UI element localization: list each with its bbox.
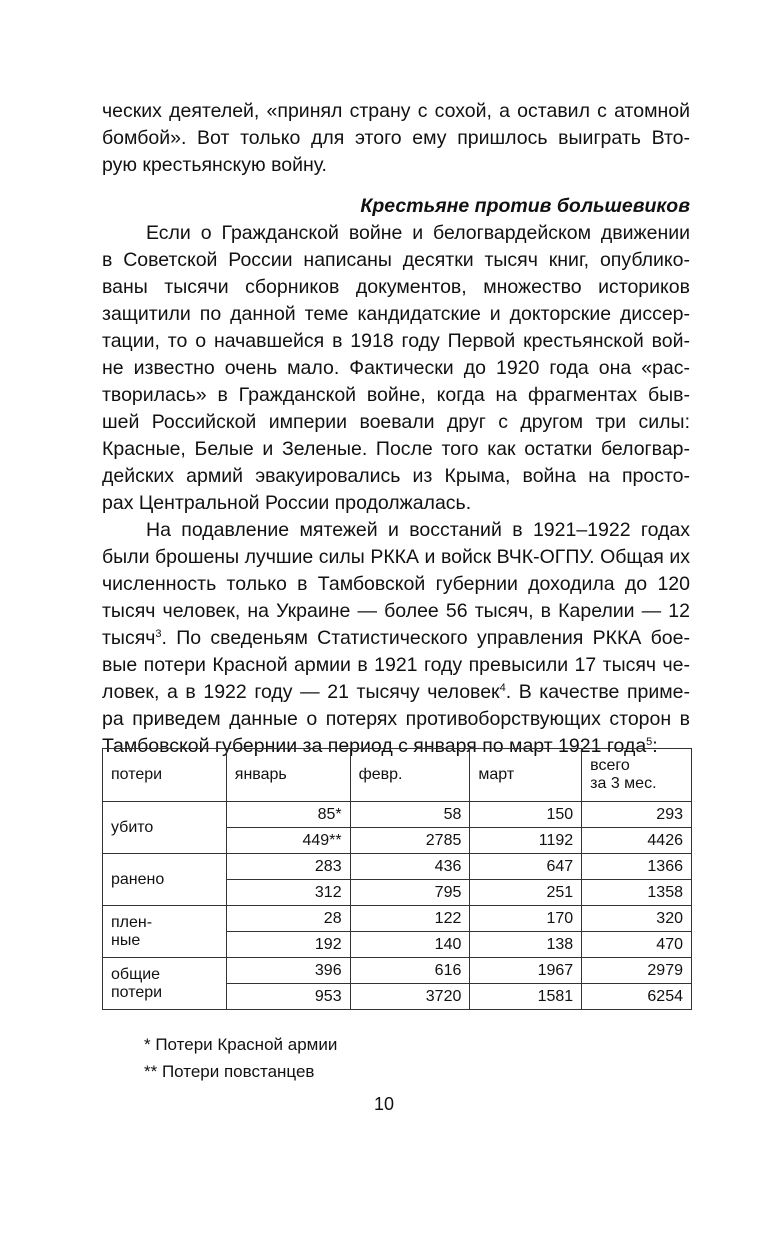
table-cell: 312 bbox=[226, 880, 350, 906]
text-line bbox=[102, 679, 690, 706]
page-number: 10 bbox=[373, 1094, 395, 1114]
row-label bbox=[103, 958, 227, 1010]
note-red-army: * Потери Красной армии bbox=[144, 1035, 338, 1054]
text-line: в Советской России написаны десятки тысяч книг, опублико- bbox=[102, 249, 690, 271]
table-cell: 122 bbox=[350, 906, 470, 932]
header-cell: январь bbox=[226, 749, 350, 802]
table-cell: 449** bbox=[226, 828, 350, 854]
table-row bbox=[103, 958, 692, 984]
text-line: тысяч человек, на Украине — более 56 тысяч, в Карелии — 12 bbox=[102, 600, 690, 622]
table-cell: 470 bbox=[582, 932, 692, 958]
text-line: были брошены лучшие силы РККА и войск ВЧК-ОГПУ. Общая их bbox=[102, 546, 690, 568]
text-line: не известно очень мало. Фактически до 1920 года она «рас- bbox=[102, 357, 690, 379]
page-text bbox=[102, 98, 690, 760]
losses-table bbox=[102, 748, 692, 1010]
table-cell: 58 bbox=[350, 802, 470, 828]
text-line: вые потери Красной армии в 1921 году превысили 17 тысяч че- bbox=[102, 654, 690, 676]
text-span: . По сведеньям Статистического управления РККА бое- bbox=[161, 627, 690, 649]
text-span: . В качестве приме- bbox=[505, 681, 690, 703]
footnote-ref[interactable]: 3 bbox=[155, 628, 162, 640]
text-span: ловек, а в 1922 году — 21 тысячу человек bbox=[102, 681, 500, 703]
header-total-line: за 3 мес. bbox=[590, 775, 657, 792]
header-cell: февр. bbox=[350, 749, 470, 802]
row-label: ранено bbox=[103, 854, 227, 906]
text-line: шей Российской империи воевали друг с другом три силы: bbox=[102, 411, 690, 433]
text-line bbox=[102, 625, 690, 652]
table-cell: 6254 bbox=[582, 984, 692, 1010]
text-line: ваны тысячи сборников документов, множество историков bbox=[102, 276, 690, 298]
row-label bbox=[103, 906, 227, 958]
table-row bbox=[103, 906, 692, 932]
table-header-row bbox=[103, 749, 692, 802]
table-row bbox=[103, 854, 692, 880]
row-label-line: плен- bbox=[111, 913, 153, 931]
table-notes bbox=[144, 1031, 337, 1085]
row-label-line: общие bbox=[111, 965, 161, 983]
text-line: Красные, Белые и Зеленые. После того как остатки белогвар- bbox=[102, 438, 690, 460]
table-cell: 28 bbox=[226, 906, 350, 932]
text-line: защитили по данной теме кандидатские и докторские диссер- bbox=[102, 303, 690, 325]
row-label-line: ные bbox=[111, 931, 141, 949]
text-line: численность только в Тамбовской губернии доходила до 120 bbox=[102, 573, 690, 595]
header-cell: март bbox=[470, 749, 582, 802]
table-cell: 138 bbox=[470, 932, 582, 958]
table-cell: 1581 bbox=[470, 984, 582, 1010]
text-span: Тамбовской губернии за период с января по март 1921 года bbox=[102, 735, 647, 757]
text-line: ческих деятелей, «принял страну с сохой, а оставил с атомной bbox=[102, 100, 690, 122]
header-cell: потери bbox=[103, 749, 227, 802]
table-cell: 140 bbox=[350, 932, 470, 958]
table-cell: 4426 bbox=[582, 828, 692, 854]
note-rebels: ** Потери повстанцев bbox=[144, 1062, 315, 1081]
text-line: На подавление мятежей и восстаний в 1921–1922 годах bbox=[146, 519, 690, 541]
text-line: ра приведем данные о потерях противоборствующих сторон в bbox=[102, 708, 690, 730]
text-line: дейских армий эвакуировались из Крыма, война на просто- bbox=[102, 465, 690, 487]
table-cell: 1192 bbox=[470, 828, 582, 854]
table-cell: 170 bbox=[470, 906, 582, 932]
table-cell: 251 bbox=[470, 880, 582, 906]
table-cell: 616 bbox=[350, 958, 470, 984]
section-heading: Крестьяне против большевиков bbox=[360, 195, 690, 217]
footnote-ref[interactable]: 5 bbox=[646, 736, 653, 748]
footnote-ref[interactable]: 4 bbox=[499, 682, 506, 694]
table-cell: 436 bbox=[350, 854, 470, 880]
table-cell: 795 bbox=[350, 880, 470, 906]
table-cell: 320 bbox=[582, 906, 692, 932]
header-total-line: всего bbox=[590, 757, 630, 774]
table-cell: 293 bbox=[582, 802, 692, 828]
text-span: тысяч bbox=[102, 627, 156, 649]
row-label-line: потери bbox=[111, 983, 163, 1001]
text-line: тации, то о начавшейся в 1918 году Первой крестьянской вой- bbox=[102, 330, 690, 352]
table-cell: 150 bbox=[470, 802, 582, 828]
header-cell bbox=[582, 749, 692, 802]
table-cell: 2785 bbox=[350, 828, 470, 854]
row-label: убито bbox=[103, 802, 227, 854]
table-cell: 283 bbox=[226, 854, 350, 880]
table-cell: 1358 bbox=[582, 880, 692, 906]
table-cell: 396 bbox=[226, 958, 350, 984]
table-cell: 953 bbox=[226, 984, 350, 1010]
text-line: бомбой». Вот только для этого ему пришлось выиграть Вто- bbox=[102, 127, 690, 149]
table-cell: 192 bbox=[226, 932, 350, 958]
text-line: творилась» в Гражданской войне, когда на фрагментах быв- bbox=[102, 384, 690, 406]
table-cell: 1967 bbox=[470, 958, 582, 984]
text-line: рах Центральной России продолжалась. bbox=[102, 492, 472, 514]
text-line: рую крестьянскую войну. bbox=[102, 154, 327, 176]
table-cell: 647 bbox=[470, 854, 582, 880]
table-row bbox=[103, 802, 692, 828]
text-span: : bbox=[652, 735, 658, 757]
table-cell: 3720 bbox=[350, 984, 470, 1010]
table-cell: 1366 bbox=[582, 854, 692, 880]
text-line: Если о Гражданской войне и белогвардейском движении bbox=[146, 222, 690, 244]
table-cell: 85* bbox=[226, 802, 350, 828]
table-cell: 2979 bbox=[582, 958, 692, 984]
